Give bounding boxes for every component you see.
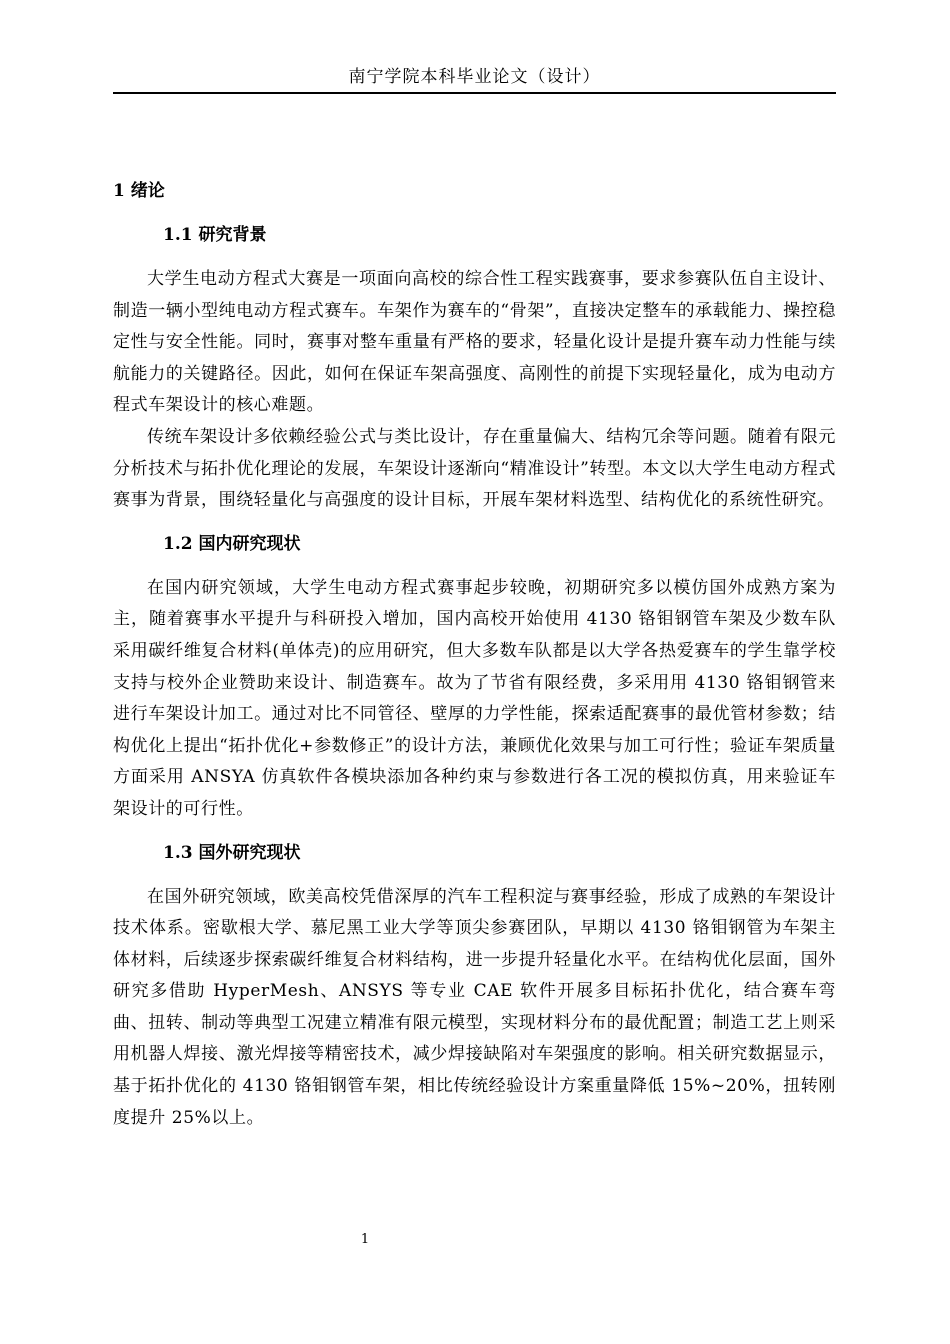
paragraph: 大学生电动方程式大赛是一项面向高校的综合性工程实践赛事，要求参赛队伍自主设计、制造一辆小型纯电动方程式赛车。车架作为赛车的“骨架”，直接决定整车的承载能力、操控稳定性与安全性能。同时，赛事对整车重量有严格的要求，轻量化设计是提升赛车动力性能与续航能力的关键路径。因此，如何在保证车架高强度、高刚性的前提下实现轻量化，成为电动方程式车架设计的核心难题。 [113,269,836,416]
section-title-1-2: 1.2 国内研究现状 [163,533,301,554]
page-header-title: 南宁学院本科毕业论文（设计） [348,67,601,87]
page-body [113,174,836,1134]
paragraph: 在国外研究领域，欧美高校凭借深厚的汽车工程积淀与赛事经验，形成了成熟的车架设计技术体系。密歇根大学、慕尼黑工业大学等顶尖参赛团队，早期以 4130 铬钼钢管为车架主体材料，后续逐步探索碳纤维复合材料结构，进一步提升轻量化水平。在结构优化层面，国外研究多借助 HyperMesh、ANSYS 等专业 CAE 软件开展多目标拓扑优化，结合赛车弯曲、扭转、制动等典型工况建立精准有限元模型，实现材料分布的最优配置；制造工艺上则采用机器人焊接、激光焊接等精密技术，减少焊接缺陷对车架强度的影响。相关研究数据显示，基于拓扑优化的 4130 铬钼钢管车架，相比传统经验设计方案重量降低 15%~20%，扭转刚度提升 25%以上。 [113,886,836,1128]
section-title-1-3: 1.3 国外研究现状 [163,842,301,863]
paragraph: 传统车架设计多依赖经验公式与类比设计，存在重量偏大、结构冗余等问题。随着有限元分析技术与拓扑优化理论的发展，车架设计逐渐向“精准设计”转型。本文以大学生电动方程式赛事为背景，围绕轻量化与高强度的设计目标，开展车架材料选型、结构优化的系统性研究。 [113,426,836,511]
paragraph: 在国内研究领域，大学生电动方程式赛事起步较晚，初期研究多以模仿国外成熟方案为主，随着赛事水平提升与科研投入增加，国内高校开始使用 4130 铬钼钢管车架及少数车队采用碳纤维复合材料(单体壳)的应用研究，但大多数车队都是以大学各热爱赛车的学生靠学校支持与校外企业赞助来设计、制造赛车。故为了节省有限经费，多采用用 4130 铬钼钢管来进行车架设计加工。通过对比不同管径、壁厚的力学性能，探索适配赛事的最优管材参数；结构优化上提出“拓扑优化+参数修正”的设计方法，兼顾优化效果与加工可行性；验证车架质量方面采用 ANSYA 仿真软件各模块添加各种约束与参数进行各工况的模拟仿真，用来验证车架设计的可行性。 [113,577,836,819]
chapter-title: 1 绪论 [113,181,165,201]
header-rule [113,92,836,94]
section-title-1-1: 1.1 研究背景 [163,225,267,245]
page-number: 1 [360,1232,370,1247]
